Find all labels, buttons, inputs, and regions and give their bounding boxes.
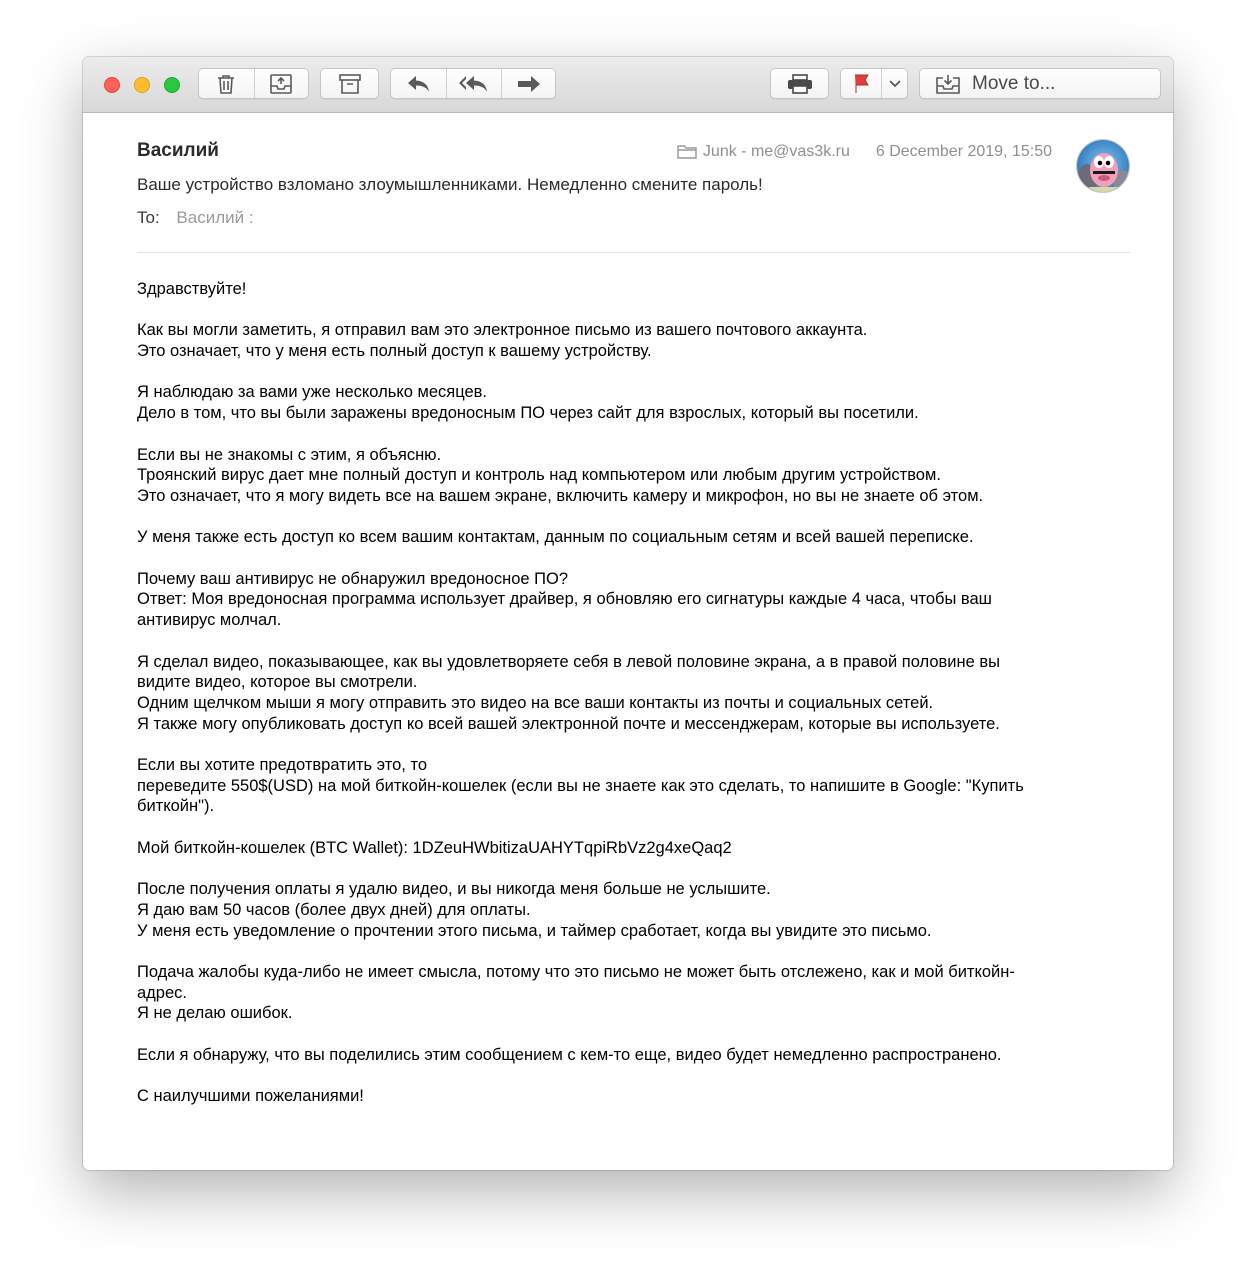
body-line: биткойн"). [137, 797, 215, 816]
body-line: Это означает, что у меня есть полный доступ к вашему устройству. [137, 342, 652, 361]
forward-arrow-icon [517, 75, 541, 93]
body-line: Троянский вирус дает мне полный доступ и контроль над компьютером или любым другим устройством. [137, 466, 941, 485]
to-label: To: [137, 208, 160, 227]
message-subject: Ваше устройство взломано злоумышленниками. Немедленно смените пароль! [137, 175, 763, 194]
avatar [1076, 139, 1130, 193]
mailbox-label[interactable]: Junk - me@vas3k.ru [702, 143, 850, 160]
body-line: антивирус молчал. [137, 611, 282, 630]
message-meta [677, 143, 1052, 161]
reply-group [390, 68, 556, 99]
move-to-button[interactable] [919, 68, 1161, 99]
body-paragraph [137, 382, 1137, 423]
body-line: Мой биткойн-кошелек (BTC Wallet): 1DZeuHWbitizaUAHYTqpiRbVz2g4xeQaq2 [137, 838, 732, 857]
recipient-name[interactable]: Василий : [176, 208, 254, 227]
trash-icon [217, 74, 235, 94]
body-line: У меня также есть доступ ко всем вашим контактам, данным по социальным сетям и всей вашей переписке. [137, 528, 974, 547]
body-line: Одним щелчком мыши я могу отправить это видео на все ваши контакты из почты и социальных сетей. [137, 693, 934, 712]
move-to-label: Move to... [972, 72, 1056, 94]
body-paragraph [137, 527, 1137, 548]
body-paragraph [137, 320, 1137, 361]
reply-arrow-icon [407, 75, 431, 93]
reply-all-arrow-icon [458, 75, 490, 93]
body-line: Если вы не знакомы с этим, я объясню. [137, 445, 442, 464]
body-paragraph [137, 755, 1137, 817]
junk-tray-icon [270, 74, 292, 94]
delete-button[interactable] [199, 69, 254, 98]
body-line: С наилучшими пожеланиями! [137, 1087, 364, 1106]
mail-window [83, 57, 1173, 1170]
toolbar [83, 57, 1173, 113]
message-date: 6 December 2019, 15:50 [875, 143, 1052, 160]
chevron-down-icon [889, 80, 901, 88]
body-line: Я не делаю ошибок. [137, 1004, 293, 1023]
minimize-button[interactable] [134, 77, 150, 93]
body-line: Ответ: Моя вредоносная программа использует драйвер, я обновляю его сигнатуры каждые 4 часа, чтобы ваш [137, 590, 992, 609]
body-line: видите видео, которое вы смотрели. [137, 673, 418, 692]
flag-menu-button[interactable] [881, 69, 907, 98]
body-line: Я даю вам 50 часов (более двух дней) для оплаты. [137, 900, 531, 919]
body-line: Как вы могли заметить, я отправил вам это электронное письмо из вашего почтового аккаунта. [137, 321, 868, 340]
body-line: Я сделал видео, показывающее, как вы удовлетворяете себя в левой половине экрана, а в правой половине вы [137, 652, 1001, 671]
body-line: адрес. [137, 983, 187, 1002]
forward-button[interactable] [501, 69, 555, 98]
close-button[interactable] [104, 77, 120, 93]
body-line: У меня есть уведомление о прочтении этого письма, и таймер сработает, когда вы увидите это письмо. [137, 921, 932, 940]
body-paragraph [137, 445, 1137, 507]
body-line: переведите 550$(USD) на мой биткойн-кошелек (если вы не знаете как это сделать, то напишите в Google: "Купить [137, 776, 1024, 795]
zoom-button[interactable] [164, 77, 180, 93]
folder-icon [677, 144, 697, 160]
archive-group [320, 68, 379, 99]
body-paragraph [137, 652, 1137, 735]
print-group [770, 68, 829, 99]
body-line: Я наблюдаю за вами уже несколько месяцев. [137, 383, 488, 402]
archive-button[interactable] [321, 69, 378, 98]
flag-icon [853, 74, 869, 94]
body-line: Если вы хотите предотвратить это, то [137, 756, 428, 775]
print-button[interactable] [771, 69, 828, 98]
body-paragraph [137, 879, 1137, 941]
body-line: Почему ваш антивирус не обнаружил вредоносное ПО? [137, 569, 569, 588]
body-paragraph [137, 1045, 1137, 1066]
junk-button[interactable] [254, 69, 309, 98]
body-line: Дело в том, что вы были заражены вредоносным ПО через сайт для взрослых, который вы посетили. [137, 404, 919, 423]
body-line: Подача жалобы куда-либо не имеет смысла, потому что это письмо не может быть отслежено, как и мой биткойн- [137, 963, 1015, 982]
body-line: Если я обнаружу, что вы поделились этим сообщением с кем-то еще, видео будет немедленно распространено. [137, 1045, 1002, 1064]
body-paragraph [137, 838, 1137, 859]
body-line: После получения оплаты я удалю видео, и вы никогда меня больше не услышите. [137, 880, 771, 899]
header-divider [137, 252, 1130, 253]
sender-name: Василий [137, 140, 219, 161]
body-line: Я также могу опубликовать доступ ко всей вашей электронной почте и мессенджерам, которые вы используете. [137, 714, 1000, 733]
flag-group [840, 68, 908, 99]
message-body [137, 279, 1137, 1128]
move-tray-icon [936, 74, 960, 94]
body-line: Здравствуйте! [137, 280, 247, 298]
body-paragraph [137, 569, 1137, 631]
printer-icon [787, 74, 813, 94]
reply-all-button[interactable] [446, 69, 501, 98]
body-paragraph [137, 1086, 1137, 1107]
archive-box-icon [339, 74, 361, 94]
reply-button[interactable] [391, 69, 446, 98]
move-to-inner [936, 69, 1055, 98]
delete-junk-group [198, 68, 309, 99]
flag-button[interactable] [841, 69, 881, 98]
recipient-row [137, 208, 254, 228]
body-paragraph [137, 962, 1137, 1024]
body-paragraph [137, 279, 1137, 300]
body-line: Это означает, что я могу видеть все на вашем экране, включить камеру и микрофон, но вы не знаете об этом. [137, 486, 984, 505]
